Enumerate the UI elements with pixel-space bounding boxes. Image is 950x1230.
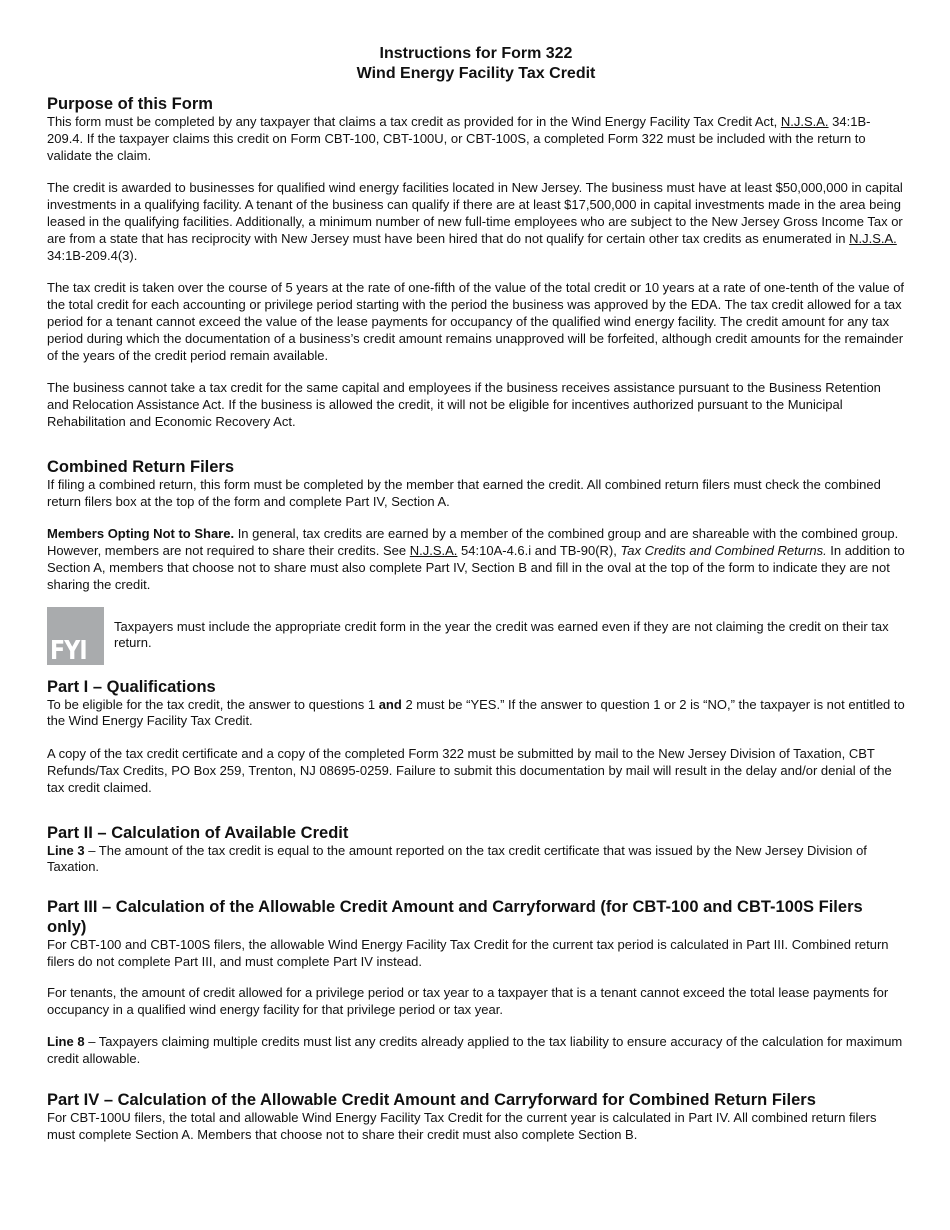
document-page bbox=[47, 44, 905, 1143]
statute-reference: N.J.S.A. bbox=[849, 230, 897, 246]
section-heading-part2: Part II – Calculation of Available Credit bbox=[47, 823, 349, 842]
purpose-paragraph-1: This form must be completed by any taxpayer that claims a tax credit as provided for in the Wind Energy Facility Tax Credit Act, N.J.S.A. 34:1B-209.4. If the taxpayer claims this credit on Form CBT-100, CBT-100U, or CBT-100S, a completed Form 322 must be included with the return to validate the claim. bbox=[47, 114, 871, 163]
part4-paragraph-1: For CBT-100U filers, the total and allowable Wind Energy Facility Tax Credit for the current year is calculated in Part IV. All combined return filers must complete Section A. Members that choose not to share their credit must also complete Section B. bbox=[47, 1109, 877, 1142]
section-heading-combined: Combined Return Filers bbox=[47, 457, 235, 476]
combined-paragraph-2: Members Opting Not to Share. In general, tax credits are earned by a member of the combined group and are shareable with the combined group. However, members are not required to share their credits. See N.J.S.A. 54:10A-4.6.i and TB-90(R), Tax Credits and Combined Returns. In addition to Section A, members that choose not to share must also complete Part IV, Section B and fill in the oval at the top of the form to indicate they are not sharing the credit. bbox=[47, 526, 905, 592]
section-heading-part4: Part IV – Calculation of the Allowable Credit Amount and Carryforward for Combined Return Filers bbox=[47, 1090, 816, 1109]
part3-paragraph-2: For tenants, the amount of credit allowed for a privilege period or tax year to a taxpayer that is a tenant cannot exceed the total lease payments for occupancy in a qualified wind energy facility for that privilege period or tax year. bbox=[47, 984, 889, 1017]
part1-paragraph-1: To be eligible for the tax credit, the answer to questions 1 and 2 must be “YES.” If the answer to question 1 or 2 is “NO,” the taxpayer is not entitled to the Wind Energy Facility Tax Credit. bbox=[47, 696, 905, 729]
section-heading-part1: Part I – Qualifications bbox=[47, 677, 216, 696]
statute-reference: N.J.S.A. bbox=[409, 543, 458, 559]
fyi-icon bbox=[47, 607, 104, 665]
form-title: Instructions for Form 322 bbox=[379, 45, 573, 62]
combined-paragraph-1: If filing a combined return, this form must be completed by the member that earned the credit. All combined return filers must check the combined return filers box at the top of the form and complete Part IV, Section A. bbox=[47, 476, 881, 509]
part3-paragraph-1: For CBT-100 and CBT-100S filers, the allowable Wind Energy Facility Tax Credit for the current tax period is calculated in Part III. Combined return filers do not complete Part III, and must complete Part IV instead. bbox=[47, 937, 889, 969]
form-subtitle: Wind Energy Facility Tax Credit bbox=[356, 65, 596, 82]
statute-reference: N.J.S.A. bbox=[780, 114, 829, 129]
purpose-paragraph-3: The tax credit is taken over the course of 5 years at the rate of one-fifth of the value of the total credit or 10 years at a rate of one-tenth of the value of the total credit for each accounting or privilege period starting with the period the business was approved by the EDA. The tax credit allowed for a tax period for a tenant cannot exceed the value of the lease payments for occupancy of the qualified wind energy facility. The credit amount for any tax period during which the documentation of a business’s credit amount remains unapproved will be forfeited, although credit amounts for the remainder of the years of the credit period remain available. bbox=[47, 280, 905, 363]
section-heading-purpose: Purpose of this Form bbox=[47, 95, 213, 113]
purpose-paragraph-4: The business cannot take a tax credit for the same capital and employees if the business receives assistance pursuant to the Business Retention and Relocation Assistance Act. If the business is allowed the credit, it will not be eligible for incentives authorized pursuant to the Municipal Rehabilitation and Economic Recovery Act. bbox=[47, 380, 881, 429]
part3-paragraph-3: Line 8 – Taxpayers claiming multiple credits must list any credits already applied to the tax liability to ensure accuracy of the calculation for maximum credit allowable. bbox=[47, 1034, 903, 1067]
purpose-paragraph-2: The credit is awarded to businesses for qualified wind energy facilities located in New Jersey. The business must have at least $50,000,000 in capital investments in a qualifying facility. A tenant of the business can qualify if there are at least $17,500,000 in capital investments made in the area being leased in the qualifying facilities. Additionally, a minimum number of new full-time employees who are subject to the New Jersey Gross Income Tax or are from a state that has reciprocity with New Jersey must have been hired that do not qualify for certain other tax credits as enumerated in N.J.S.A. 34:1B-209.4(3). bbox=[47, 180, 903, 263]
fyi-label: FYI bbox=[50, 635, 87, 666]
fyi-text: Taxpayers must include the appropriate credit form in the year the credit was earned even if they are not claiming the credit on their tax return. bbox=[114, 618, 889, 651]
part2-paragraph-1: Line 3 – The amount of the tax credit is equal to the amount reported on the tax credit certificate that was issued by the New Jersey Division of Taxation. bbox=[47, 842, 867, 875]
section-heading-part3: Part III – Calculation of the Allowable Credit Amount and Carryforward (for CBT-100 and CBT-100S Filers only) bbox=[47, 898, 863, 937]
fyi-note bbox=[47, 607, 905, 665]
part1-paragraph-2: A copy of the tax credit certificate and a copy of the completed Form 322 must be submitted by mail to the New Jersey Division of Taxation, CBT Refunds/Tax Credits, PO Box 259, Trenton, NJ 08695-0259. Failure to submit this documentation by mail will result in the delay and/or denial of the tax credit claimed. bbox=[47, 746, 892, 795]
